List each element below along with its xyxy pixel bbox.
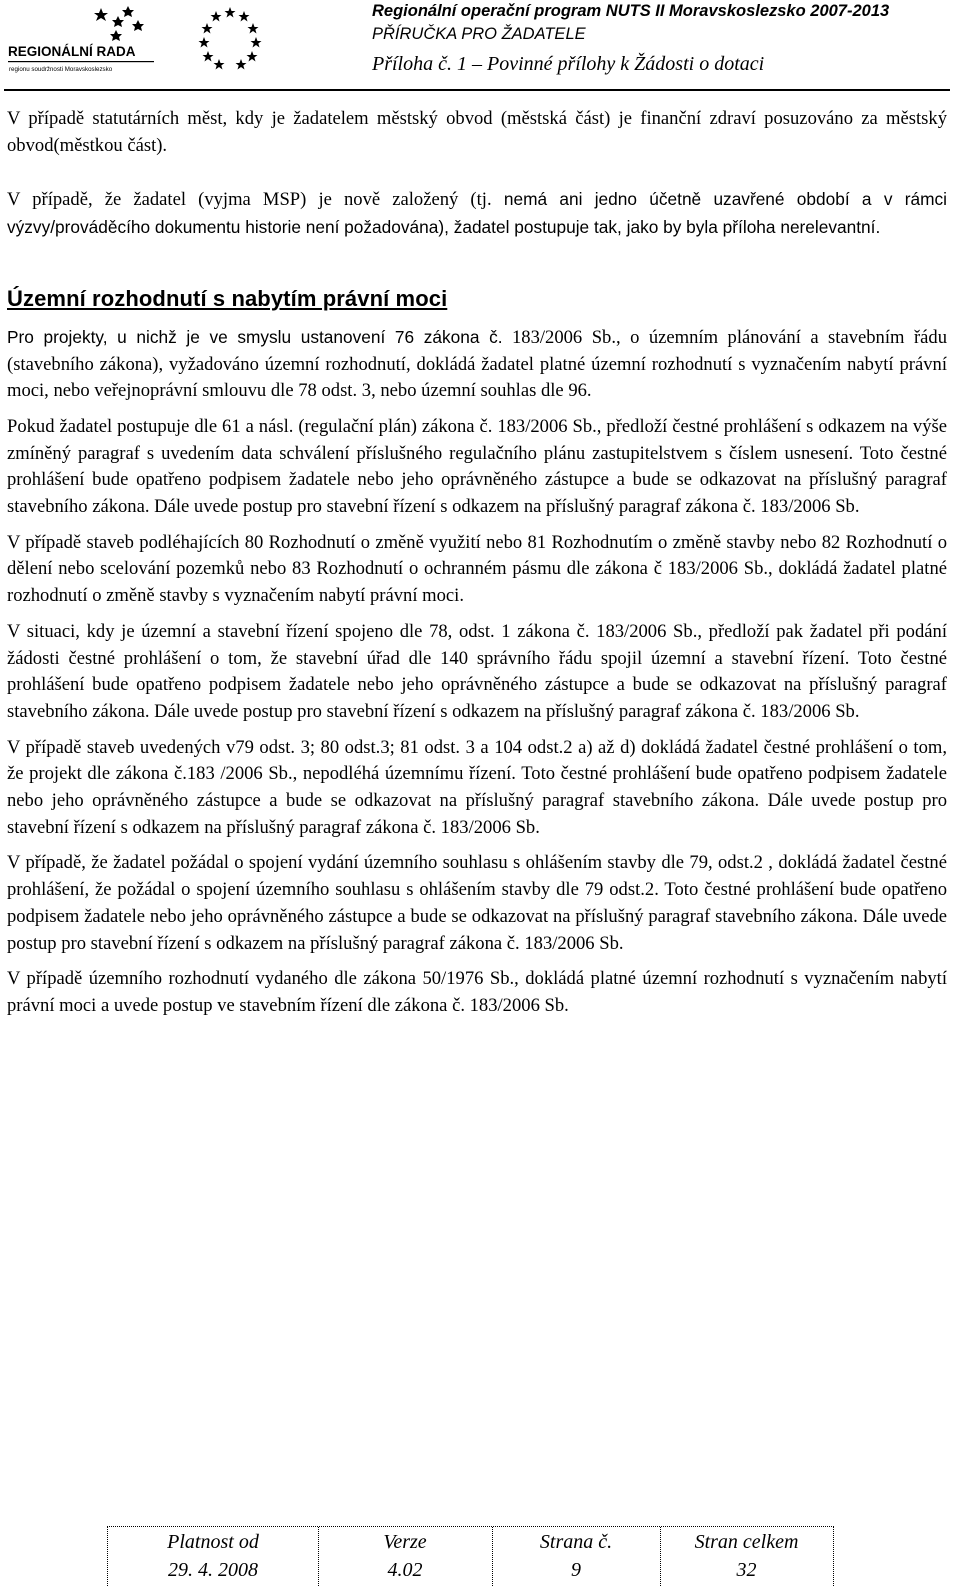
footer-page — [492, 1527, 660, 1586]
footer-page-label: Strana č. — [539, 1531, 613, 1553]
section-paragraph-2: Pokud žadatel postupuje dle 61 a násl. (regulační plán) zákona č. 183/2006 Sb., předloží čestné prohlášení s odkazem na výše zmíněný paragraf s uvedením data schválení příslušného regulačního plánu zastupitelstvem s číslem usnesení. Toto čestné prohlášení bude opatřeno podpisem žadatele nebo jeho oprávněného zástupce a bude se odkazovat na příslušný paragraf stavebního zákona. Dále uvede postup pro stavební řízení s odkazem na příslušný paragraf zákona č. 183/2006 Sb. — [7, 415, 947, 518]
section-paragraph-1 — [7, 324, 947, 405]
svg-text:REGIONÁLNÍ RADA: REGIONÁLNÍ RADA — [8, 44, 136, 59]
section-paragraph-7: V případě územního rozhodnutí vydaného dle zákona 50/1976 Sb., dokládá platné územní rozhodnutí s vyznačením nabytí právní moci a uvede postup ve stavebním řízení dle zákona č. 183/2006 Sb. — [7, 968, 947, 1016]
section-paragraph-1-rest: 183/2006 Sb., o územním plánování a stavebním řádu (stavebního zákona), vyžadováno územní rozhodnutí, dokládá žadatel platné územní rozhodnutí s vyznačením nabytí právní moci, nebo veřejnoprávní smlouvu dle 78 odst. 3, nebo územní souhlas dle 96. — [7, 326, 947, 402]
footer-version — [318, 1527, 492, 1586]
section-paragraph-5: V případě staveb uvedených v79 odst. 3; 80 odst.3; 81 odst. 3 a 104 odst.2 a) až d) dokládá žadatel čestné prohlášení o tom, že projekt dle zákona č.183 /2006 Sb., nepodléhá územnímu řízení. Toto čestné prohlášení bude opatřeno podpisem žadatele nebo jeho oprávněného zástupce a bude se odkazovat na příslušný paragraf stavebního zákona. Dále uvede postup pro stavební řízení s odkazem na příslušný paragraf zákona č. 183/2006 Sb. — [7, 736, 947, 838]
section-heading: Územní rozhodnutí s nabytím právní moci — [7, 285, 448, 311]
page-body — [7, 106, 947, 1020]
intro-paragraph-2 — [7, 186, 947, 241]
intro-paragraph-1: V případě statutárních měst, kdy je žadatelem městský obvod (městská část) je finanční zdraví posuzováno za městský obvod(městkou část). — [7, 108, 947, 156]
eu-stars-logo — [190, 4, 270, 72]
program-title: Regionální operační program NUTS II Moravskoslezsko 2007-2013 — [372, 2, 890, 20]
section-paragraph-6: V případě, že žadatel požádal o spojení vydání územního souhlasu s ohlášením stavby dle 79, odst.2 , dokládá žadatel čestné prohlášení, že požádal o spojení územního souhlasu s ohlášením stavby dle 79 odst.2. Toto čestné prohlášení bude opatřeno podpisem žadatele nebo jeho oprávněného zástupce a bude se odkazovat na příslušný paragraf stavebního zákona. Dále uvede postup pro stavební řízení s odkazem na příslušný paragraf zákona č. 183/2006 Sb. — [7, 852, 947, 954]
footer-total-label: Stran celkem — [694, 1531, 799, 1553]
intro-paragraph-2-rest: nemá ani jedno účetně uzavřené období a v rámci výzvy/prováděcího dokumentu historie není požadována), žadatel postupuje tak, jako by byla příloha nerelevantní. — [7, 189, 947, 238]
handbook-title: PŘÍRUČKA PRO ŽADATELE — [372, 25, 586, 43]
section-paragraph-1-start: Pro projekty, u nichž je ve smyslu ustanovení 76 zákona č. — [7, 326, 503, 347]
svg-text:regionu soudržnosti Moravskosl: regionu soudržnosti Moravskoslezsko — [9, 66, 113, 73]
footer-validity-value: 29. 4. 2008 — [168, 1559, 258, 1581]
footer-total — [660, 1527, 833, 1586]
footer-total-value: 32 — [736, 1559, 757, 1581]
footer-version-label: Verze — [383, 1531, 427, 1553]
regionalni-rada-logo — [6, 4, 156, 78]
header-divider — [4, 89, 950, 91]
footer-version-value: 4.02 — [387, 1559, 423, 1581]
footer-validity — [108, 1527, 318, 1586]
footer-table — [107, 1526, 834, 1586]
footer-validity-label: Platnost od — [167, 1531, 259, 1553]
section-paragraph-4: V situaci, kdy je územní a stavební řízení spojeno dle 78, odst. 1 zákona č. 183/2006 Sb., předloží pak žadatel při podání žádosti čestné prohlášení o tom, že stavební úřad dle 140 správního řádu spojil územní a stavební řízení. Toto čestné prohlášení bude opatřeno podpisem žadatele nebo jeho oprávněného zástupce a bude se odkazovat na příslušný paragraf stavebního zákona. Dále uvede postup pro stavební řízení s odkazem na příslušný paragraf zákona č. 183/2006 Sb. — [7, 620, 947, 722]
section-paragraph-3: V případě staveb podléhajících 80 Rozhodnutí o změně využití nebo 81 Rozhodnutím o změně stavby nebo 82 Rozhodnutí o dělení nebo scelování pozemků nebo 83 Rozhodnutí o ochranném pásmu dle zákona č 183/2006 Sb., dokládá žadatel platné rozhodnutí o změně stavby s vyznačením nabytí právní moci. — [7, 531, 947, 607]
page-header — [0, 0, 960, 92]
attachment-title: Příloha č. 1 – Povinné přílohy k Žádosti o dotaci — [372, 53, 765, 75]
intro-paragraph-2-start: V případě, že žadatel (vyjma MSP) je nově založený (tj. — [7, 189, 492, 211]
footer-page-value: 9 — [571, 1559, 581, 1581]
